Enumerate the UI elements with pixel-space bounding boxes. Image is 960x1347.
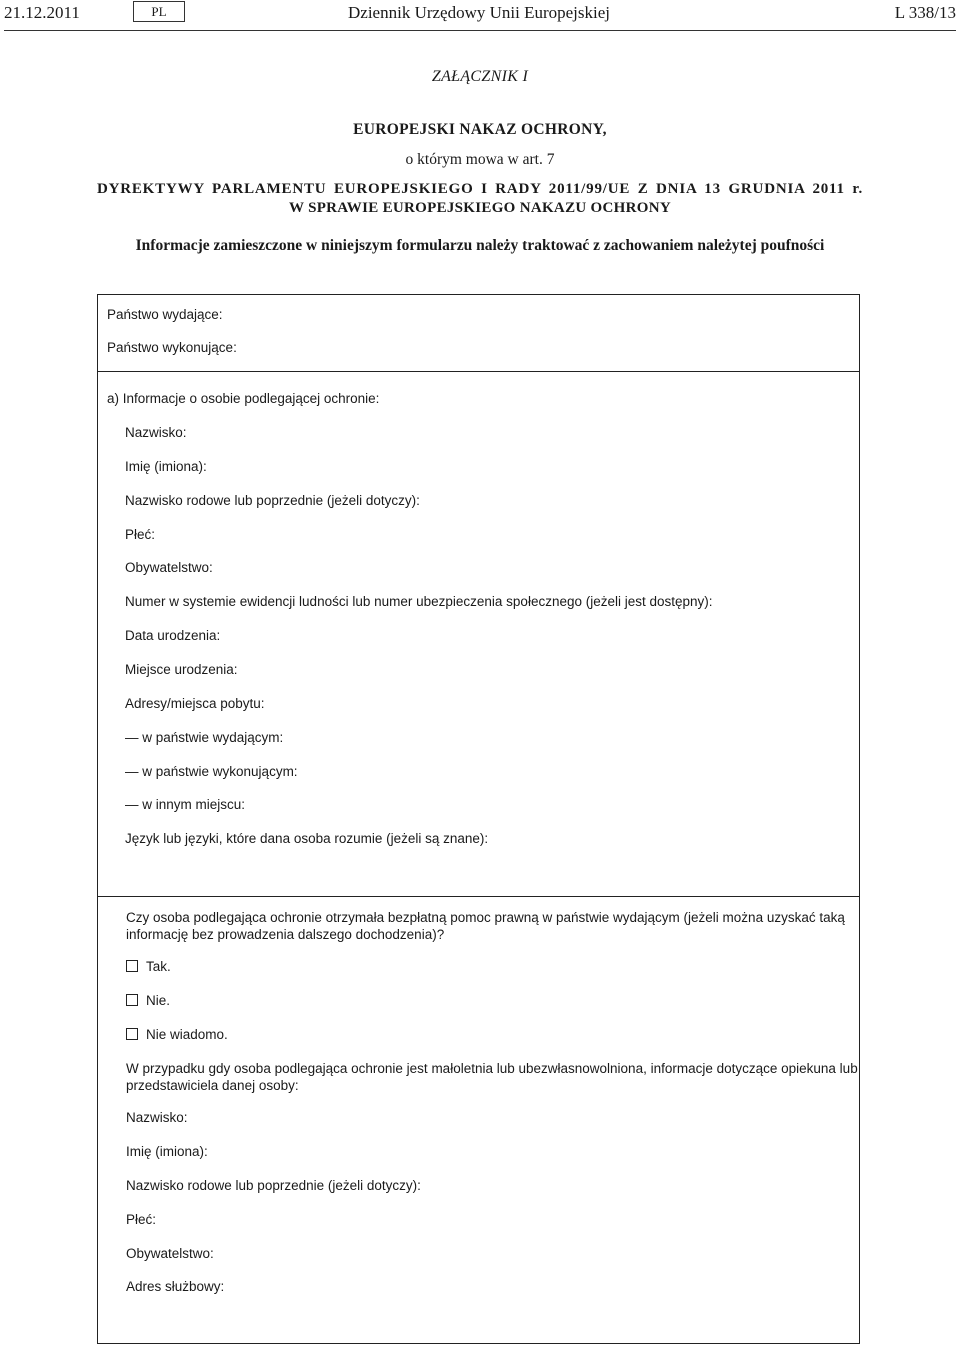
language-badge: PL [133,1,185,22]
section-divider [98,896,859,897]
birth-date-field-label: Data urodzenia: [125,628,221,643]
issuing-state-label: Państwo wydające: [107,307,223,322]
page-reference: L 338/13 [894,3,956,22]
guardian-intro: W przypadku gdy osoba podlegająca ochronie jest małoletnia lub ubezwłasnowolniona, informacje dotyczące opiekuna lub przedstawiciela danej osoby: [126,1061,858,1093]
guardian-sex-label: Płeć: [126,1212,157,1227]
legal-aid-option-unknown[interactable] [126,1027,228,1042]
annex-title: ZAŁĄCZNIK I [431,68,529,85]
surname-field-label: Nazwisko: [125,425,187,440]
guardian-maiden-name-label: Nazwisko rodowe lub poprzednie (jeżeli dotyczy): [126,1178,421,1193]
address-other-label: — w innym miejscu: [125,797,246,812]
guardian-nationality-label: Obywatelstwo: [126,1246,214,1261]
guardian-office-address-label: Adres służbowy: [126,1279,225,1294]
guardian-first-names-label: Imię (imiona): [126,1144,208,1159]
document-subtitle: o którym mowa w art. 7 [405,151,555,168]
checkbox-icon[interactable] [126,960,138,972]
section-a-heading: a) Informacje o osobie podlegającej ochronie: [107,391,380,406]
protection-order-form [97,294,860,1344]
checkbox-icon[interactable] [126,1028,138,1040]
section-divider [98,371,859,372]
publication-date: 21.12.2011 [4,3,80,22]
nationality-field-label: Obywatelstwo: [125,560,213,575]
legal-aid-option-yes[interactable] [126,959,171,974]
header-divider [4,30,956,31]
checkbox-icon[interactable] [126,994,138,1006]
address-executing-state-label: — w państwie wykonującym: [125,764,298,779]
id-number-field-label: Numer w systemie ewidencji ludności lub numer ubezpieczenia społecznego (jeżeli jest dostępny): [125,594,713,609]
maiden-name-field-label: Nazwisko rodowe lub poprzednie (jeżeli dotyczy): [125,493,420,508]
executing-state-label: Państwo wykonujące: [107,340,237,355]
document-title: EUROPEJSKI NAKAZ OCHRONY, [353,121,607,138]
address-issuing-state-label: — w państwie wydającym: [125,730,284,745]
first-names-field-label: Imię (imiona): [125,459,207,474]
option-yes-label: Tak. [146,959,171,974]
addresses-field-label: Adresy/miejsca pobytu: [125,696,265,711]
directive-reference: DYREKTYWY PARLAMENTU EUROPEJSKIEGO I RADY 2011/99/UE Z DNIA 13 GRUDNIA 2011 r. [96,181,864,197]
sex-field-label: Płeć: [125,527,156,542]
legal-aid-question: Czy osoba podlegająca ochronie otrzymała bezpłatną pomoc prawną w państwie wydającym (jeżeli można uzyskać taką informację bez prowadzenia dalszego dochodzenia)? [126,910,845,942]
journal-title: Dziennik Urzędowy Unii Europejskiej [348,3,611,22]
directive-subject: W SPRAWIE EUROPEJSKIEGO NAKAZU OCHRONY [288,200,671,216]
legal-aid-option-no[interactable] [126,993,170,1008]
option-no-label: Nie. [146,993,171,1008]
page-header [0,0,960,34]
option-unknown-label: Nie wiadomo. [146,1027,228,1042]
birth-place-field-label: Miejsce urodzenia: [125,662,238,677]
languages-field-label: Język lub języki, które dana osoba rozumie (jeżeli są znane): [125,831,489,846]
guardian-surname-label: Nazwisko: [126,1110,188,1125]
confidentiality-note: Informacje zamieszczone w niniejszym formularzu należy traktować z zachowaniem należytej poufności [135,237,825,254]
